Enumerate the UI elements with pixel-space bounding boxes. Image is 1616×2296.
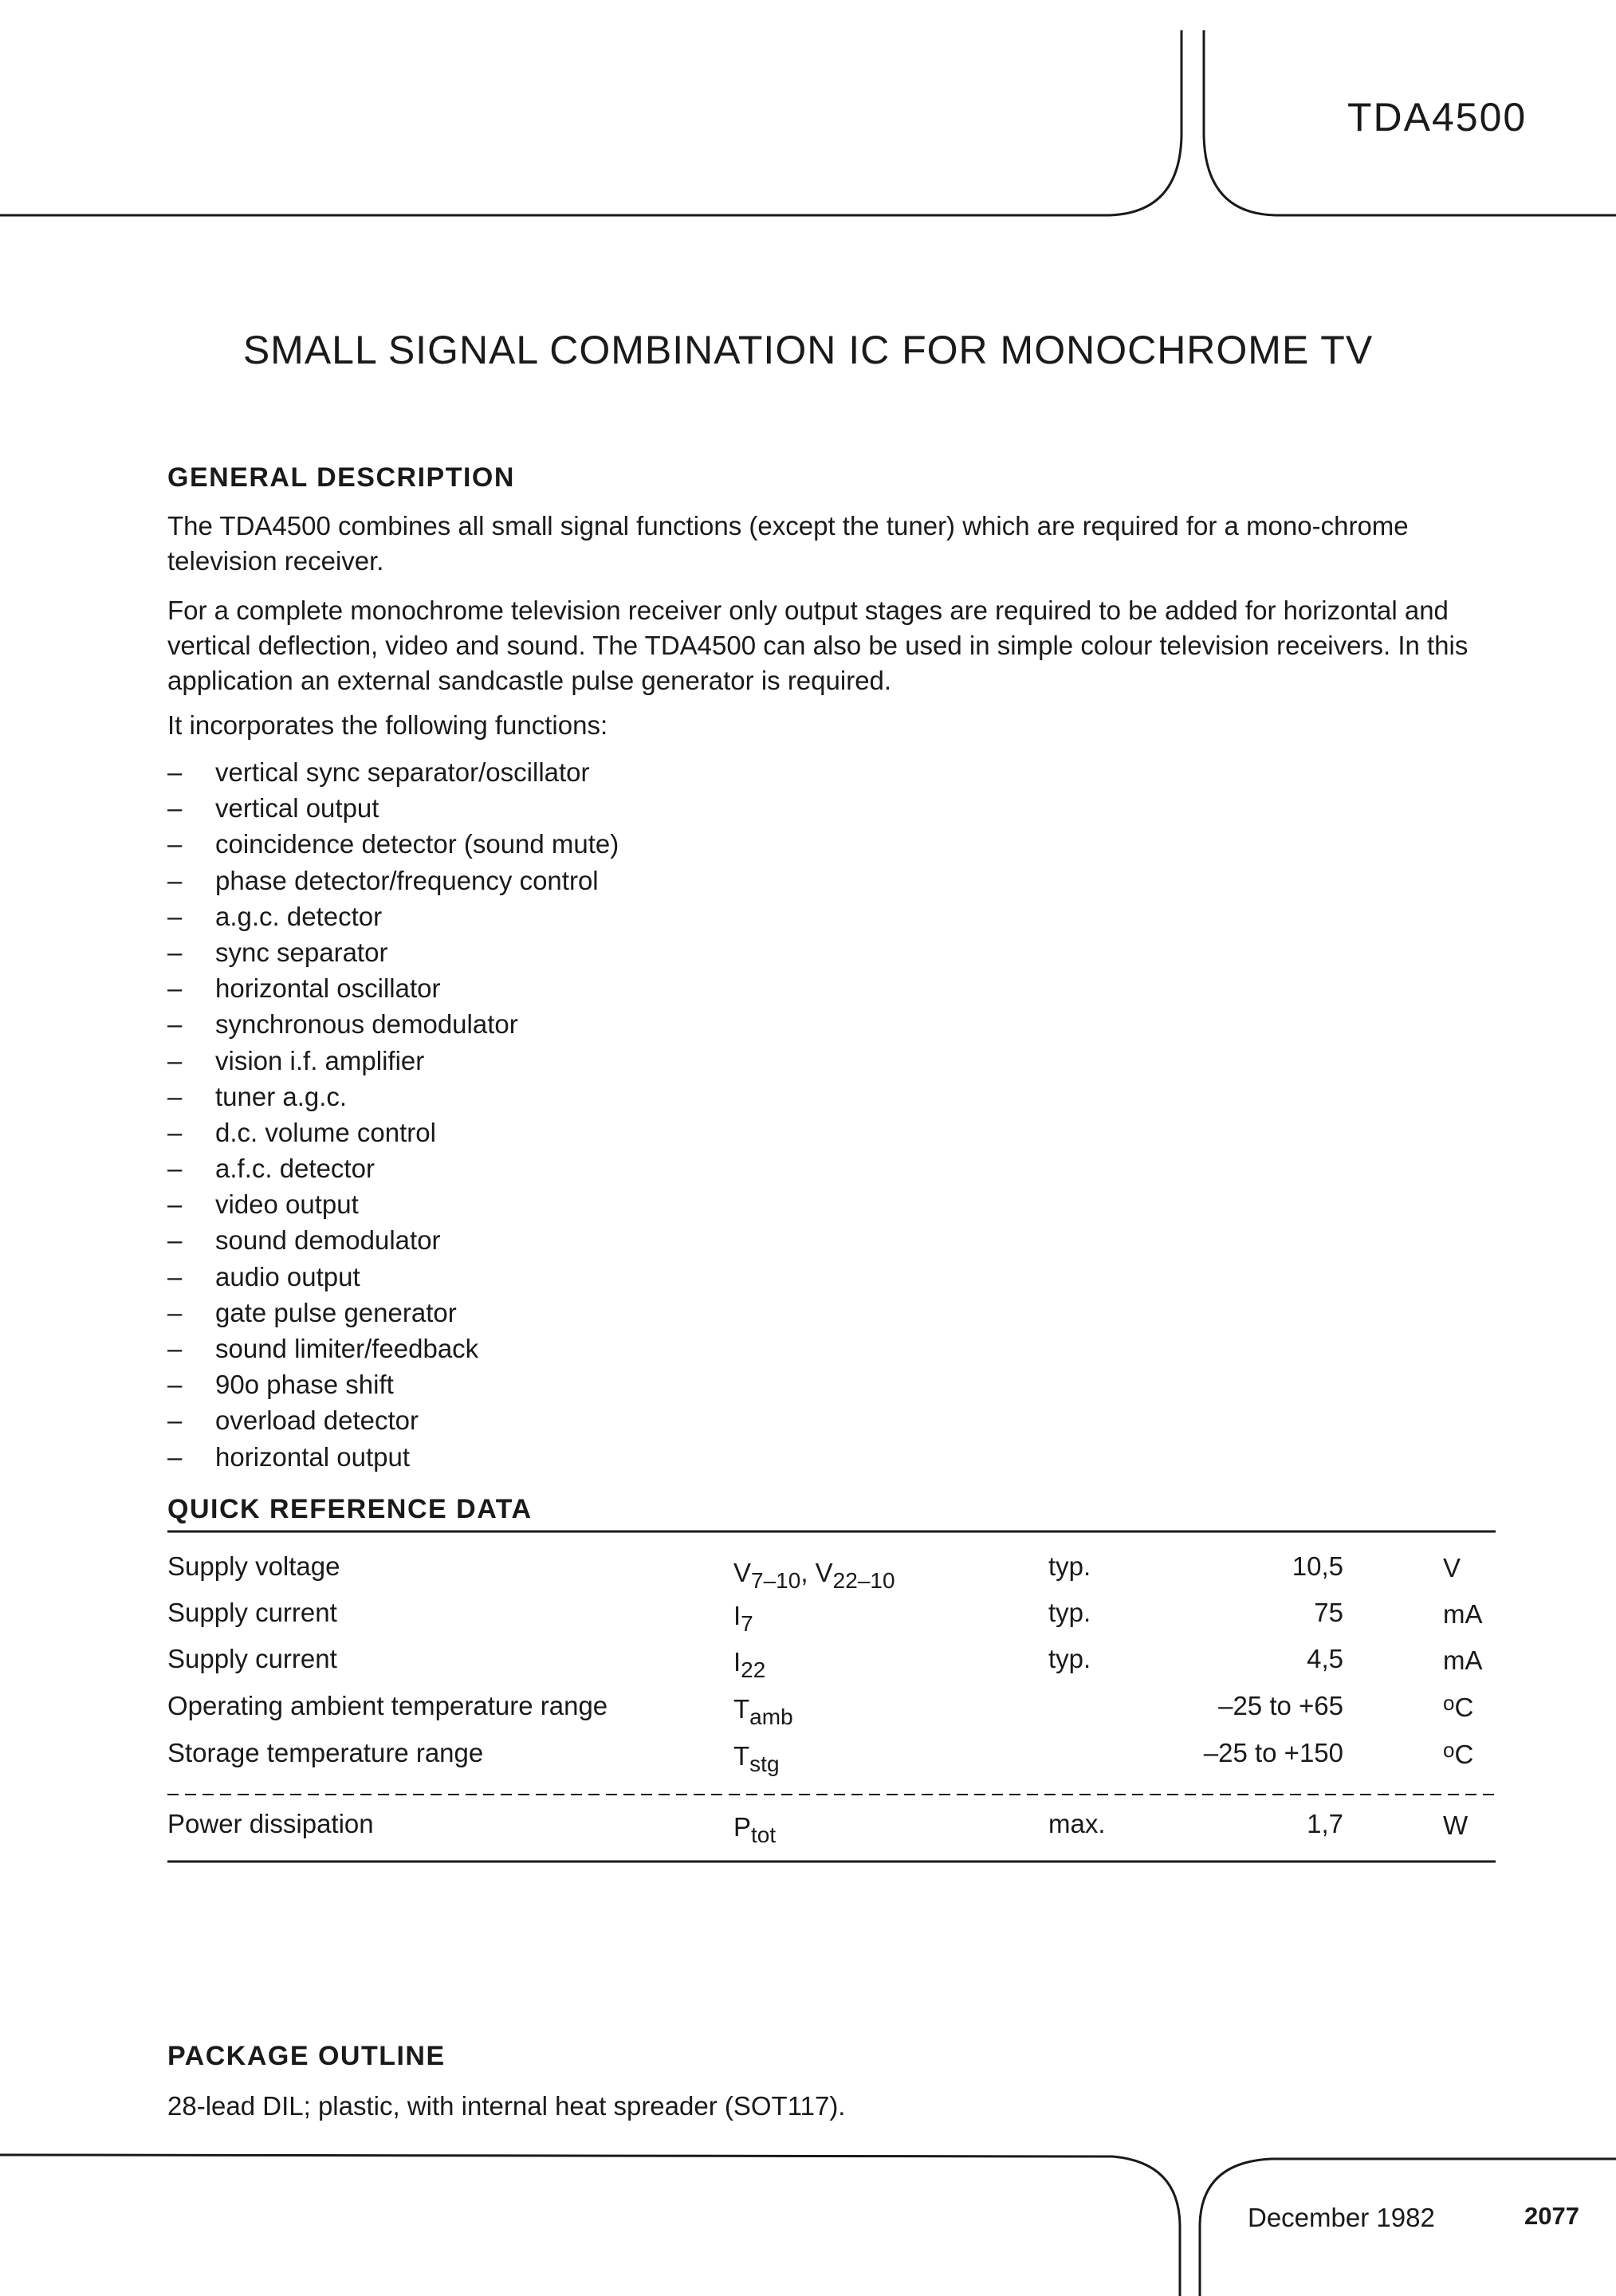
list-item — [167, 1366, 619, 1402]
function-label: synchronous demodulator — [215, 1009, 518, 1040]
list-item — [167, 1150, 619, 1186]
table-row — [167, 1551, 1499, 1598]
list-item — [167, 863, 619, 898]
part-number: TDA4500 — [1347, 95, 1528, 140]
unit-cell: W — [1443, 1810, 1469, 1840]
list-item — [167, 826, 619, 862]
value-cell: 75 — [1314, 1598, 1343, 1627]
list-item — [167, 754, 619, 790]
condition-cell: typ. — [1048, 1551, 1091, 1581]
list-item — [167, 1222, 619, 1258]
unit-cell: $^o$C — [1443, 1691, 1474, 1722]
function-label: horizontal oscillator — [215, 973, 441, 1004]
parameter-cell: Storage temperature range — [167, 1738, 484, 1767]
parameter-cell: Supply current — [167, 1598, 337, 1627]
list-item — [167, 1115, 619, 1150]
list-dash: – — [167, 1154, 183, 1184]
list-dash: – — [167, 1370, 183, 1400]
function-label: a.g.c. detector — [215, 901, 383, 931]
list-item — [167, 790, 619, 826]
function-label: phase detector/frequency control — [215, 865, 599, 895]
function-label: sound limiter/feedback — [215, 1334, 479, 1363]
list-dash: – — [167, 1261, 183, 1292]
list-dash: – — [167, 1081, 183, 1111]
list-dash: – — [167, 901, 183, 931]
list-dash: – — [167, 757, 183, 787]
list-item — [167, 1006, 619, 1042]
description-paragraph-1: The TDA4500 combines all small signal functions (except the tuner) which are required for a mono-chrome television receiver. — [167, 511, 1409, 576]
list-dash: – — [167, 793, 183, 824]
parameter-cell: Supply voltage — [167, 1551, 340, 1581]
function-label: overload detector — [215, 1406, 419, 1436]
value-cell: 10,5 — [1292, 1551, 1343, 1581]
condition-cell: typ. — [1048, 1598, 1091, 1627]
list-dash: – — [167, 1009, 183, 1040]
list-item — [167, 1402, 619, 1438]
symbol-cell: $I_{22}$ — [733, 1647, 766, 1682]
list-item — [167, 934, 619, 970]
value-cell: –25 to +65 — [1218, 1691, 1343, 1720]
description-paragraph-2: For a complete monochrome television receiver only output stages are required to be added for horizontal and vertical deflection, video and sound. The TDA4500 can also be used in simple colour television receivers. In this application an external sandcastle pulse generator is required. — [167, 596, 1469, 695]
list-item — [167, 1186, 619, 1222]
table-row — [167, 1738, 1499, 1784]
symbol-cell: $V_{7-10}$, $V_{22-10}$ — [733, 1558, 895, 1593]
list-item — [167, 970, 619, 1006]
function-label: horizontal output — [215, 1441, 411, 1472]
function-list — [167, 754, 619, 1475]
document-title: SMALL SIGNAL COMBINATION IC FOR MONOCHROME TV — [242, 328, 1374, 372]
package-outline-heading: PACKAGE OUTLINE — [167, 2041, 446, 2071]
parameter-cell: Power dissipation — [167, 1809, 374, 1838]
footer-date: December 1982 — [1248, 2203, 1435, 2232]
list-item — [167, 1295, 619, 1331]
symbol-cell: $T_{amb}$ — [733, 1694, 793, 1729]
parameter-cell: Operating ambient temperature range — [167, 1691, 608, 1720]
list-item — [167, 898, 619, 934]
list-dash: – — [167, 1117, 183, 1147]
footer-rule-left — [0, 2155, 1180, 2296]
description-paragraph-3: It incorporates the following functions: — [167, 710, 608, 740]
list-dash: – — [167, 865, 183, 895]
value-cell: 4,5 — [1307, 1644, 1343, 1673]
table-row — [167, 1809, 1499, 1855]
list-dash: – — [167, 1225, 183, 1256]
table-row — [167, 1644, 1499, 1690]
header-rule-left — [0, 30, 1182, 215]
list-item — [167, 1259, 619, 1295]
value-cell: 1,7 — [1307, 1809, 1343, 1838]
package-outline-text: 28-lead DIL; plastic, with internal heat spreader (SOT117). — [167, 2091, 846, 2121]
list-dash: – — [167, 937, 183, 967]
list-dash: – — [167, 1045, 183, 1075]
unit-cell: mA — [1443, 1645, 1483, 1675]
function-label: a.f.c. detector — [215, 1154, 375, 1184]
unit-cell: V — [1443, 1553, 1461, 1582]
page-number: 2077 — [1524, 2202, 1579, 2230]
list-dash: – — [167, 1441, 183, 1472]
quick-reference-heading: QUICK REFERENCE DATA — [167, 1494, 533, 1524]
function-label: tuner a.g.c. — [215, 1081, 348, 1111]
list-dash: – — [167, 973, 183, 1004]
general-description-heading: GENERAL DESCRIPTION — [167, 462, 515, 493]
condition-cell: max. — [1048, 1809, 1106, 1838]
symbol-cell: $I_7$ — [733, 1601, 753, 1636]
function-label: coincidence detector (sound mute) — [215, 829, 619, 859]
table-row — [167, 1691, 1499, 1737]
list-dash: – — [167, 1406, 183, 1436]
function-label: gate pulse generator — [215, 1297, 457, 1327]
condition-cell: typ. — [1048, 1644, 1091, 1673]
parameter-cell: Supply current — [167, 1644, 337, 1673]
symbol-cell: $P_{tot}$ — [733, 1812, 777, 1847]
function-label: d.c. volume control — [215, 1117, 436, 1147]
list-item — [167, 1079, 619, 1115]
value-cell: –25 to +150 — [1203, 1738, 1343, 1767]
unit-cell: $^o$C — [1443, 1738, 1474, 1769]
function-label: vision i.f. amplifier — [215, 1045, 425, 1075]
table-row — [167, 1598, 1499, 1644]
list-dash: – — [167, 1189, 183, 1220]
symbol-cell: $T_{stg}$ — [733, 1741, 780, 1776]
function-label: audio output — [215, 1261, 360, 1292]
function-label: vertical sync separator/oscillator — [215, 757, 590, 787]
list-item — [167, 1043, 619, 1079]
list-dash: – — [167, 1297, 183, 1327]
function-label: 90o phase shift — [215, 1370, 394, 1400]
function-label: vertical output — [215, 793, 379, 824]
function-label: video output — [215, 1189, 359, 1220]
list-item — [167, 1331, 619, 1366]
list-dash: – — [167, 829, 183, 859]
unit-cell: mA — [1443, 1599, 1483, 1629]
function-label: sound demodulator — [215, 1225, 441, 1256]
list-dash: – — [167, 1334, 183, 1363]
list-item — [167, 1439, 619, 1475]
function-label: sync separator — [215, 937, 388, 967]
